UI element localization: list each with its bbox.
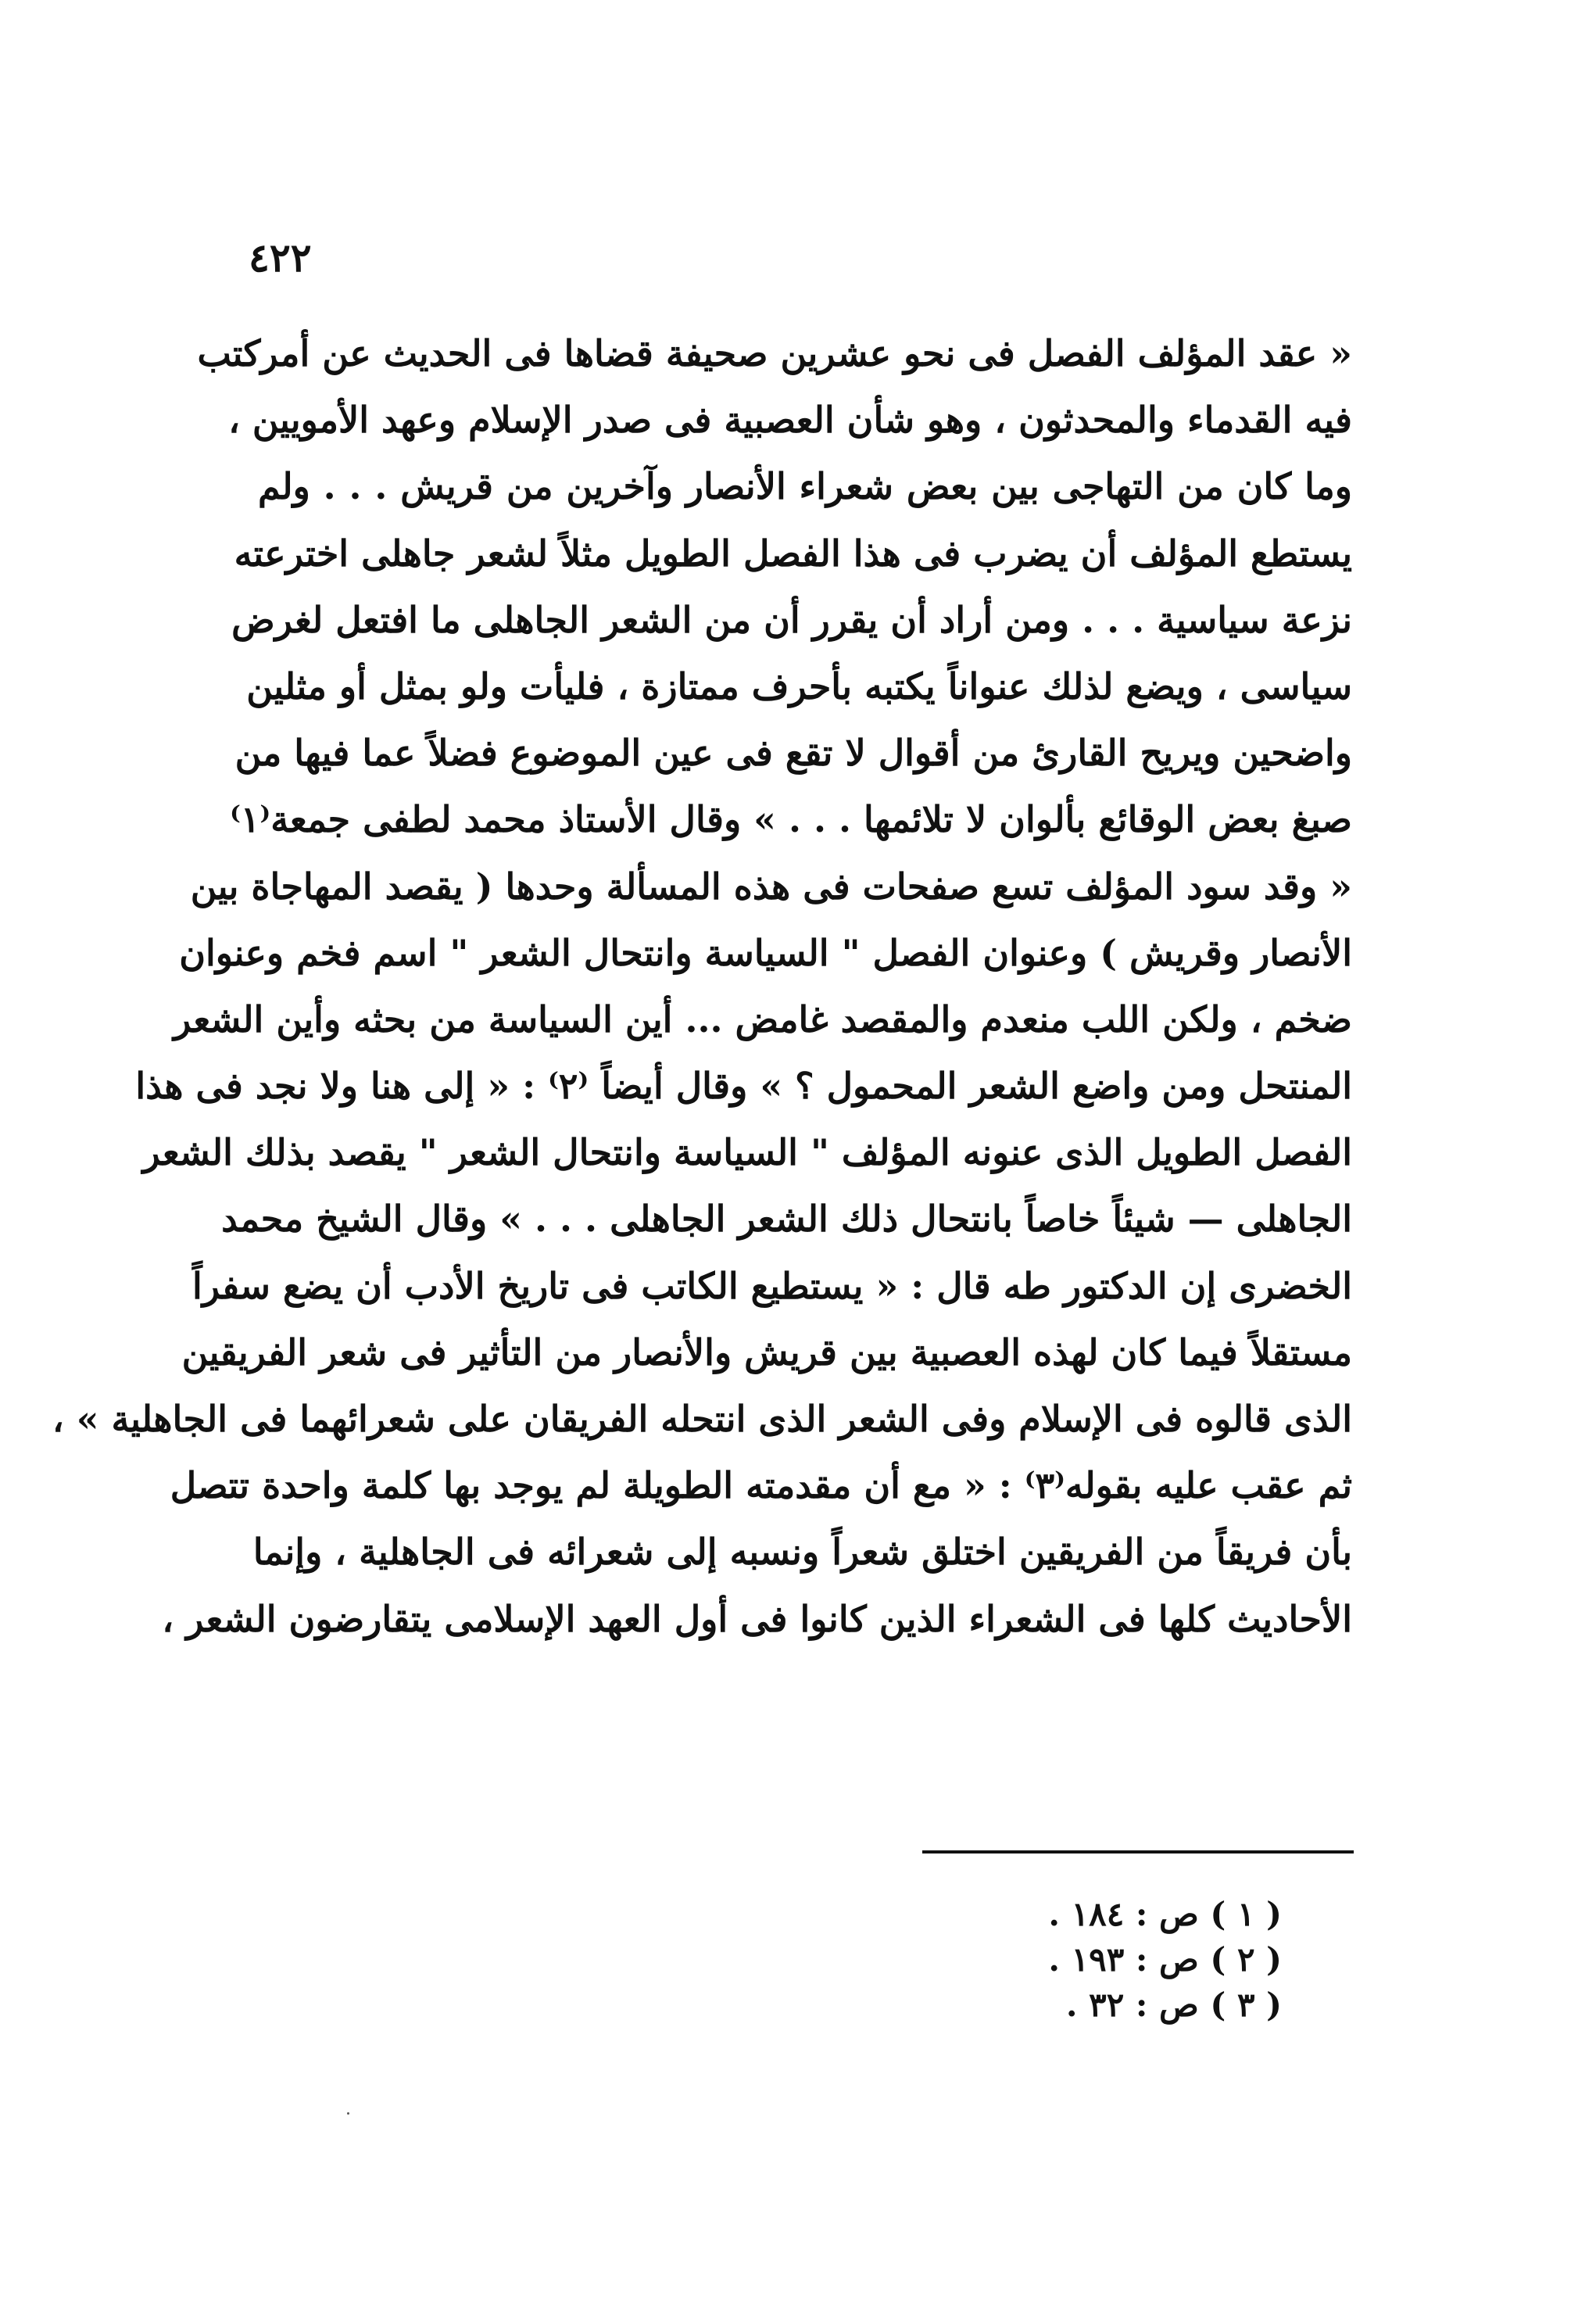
text-line: الجاهلى — شيئاً خاصاً بانتحال ذلك الشعر الجاهلى . . . » وقال الشيخ محمد	[221, 1198, 1352, 1241]
page-number: ٤٢٢	[249, 235, 312, 281]
text-line: يستطع المؤلف أن يضرب فى هذا الفصل الطويل مثلاً لشعر جاهلى اخترعته	[234, 532, 1352, 575]
footnote-divider	[922, 1850, 1354, 1854]
footnote-3: ( ٣ ) ص : ٣٢ .	[1065, 1986, 1282, 2024]
scan-speck	[347, 2112, 349, 2115]
text-line: نزعة سياسية . . . ومن أراد أن يقرر أن من الشعر الجاهلى ما افتعل لغرض	[231, 598, 1352, 641]
text-line: ضخم ، ولكن اللب منعدم والمقصد غامض ... أين السياسة من بحثه وأين الشعر	[173, 997, 1352, 1040]
text-line: المنتحل ومن واضع الشعر المحمول ؟ » وقال أيضاً ⁽٢⁾ : « إلى هنا ولا نجد فى هذا	[135, 1065, 1352, 1108]
footnote-1: ( ١ ) ص : ١٨٤ .	[1048, 1895, 1282, 1933]
text-line: « وقد سود المؤلف تسع صفحات فى هذه المسألة وحدها ( يقصد المهاجاة بين	[190, 865, 1352, 908]
footnote-2: ( ٢ ) ص : ١٩٣ .	[1048, 1940, 1282, 1979]
text-line: صبغ بعض الوقائع بألوان لا تلائمها . . . » وقال الأستاذ محمد لطفى جمعة⁽١⁾	[230, 798, 1352, 841]
text-line: فيه القدماء والمحدثون ، وهو شأن العصبية فى صدر الإسلام وعهد الأمويين ،	[228, 399, 1352, 442]
text-line: الخضرى إن الدكتور طه قال : « يستطيع الكاتب فى تاريخ الأدب أن يضع سفراً	[191, 1264, 1352, 1307]
text-line: الذى قالوه فى الإسلام وفى الشعر الذى انتحله الفريقان على شعرائهما فى الجاهلية » ،	[52, 1398, 1352, 1440]
text-line: الأنصار وقريش ) وعنوان الفصل " السياسة وانتحال الشعر " اسم فخم وعنوان	[179, 931, 1352, 974]
text-line: الفصل الطويل الذى عنونه المؤلف " السياسة وانتحال الشعر " يقصد بذلك الشعر	[142, 1131, 1352, 1174]
text-line: سياسى ، ويضع لذلك عنواناً يكتبه بأحرف ممتازة ، فليأت ولو بمثل أو مثلين	[246, 664, 1352, 707]
text-line: واضحين ويريح القارئ من أقوال لا تقع فى عين الموضوع فضلاً عما فيها من	[234, 732, 1352, 775]
text-line: مستقلاً فيما كان لهذه العصبية بين قريش والأنصار من التأثير فى شعر الفريقين	[181, 1331, 1352, 1374]
text-line: وما كان من التهاجى بين بعض شعراء الأنصار وآخرين من قريش . . . ولم	[258, 465, 1352, 508]
body-text	[52, 321, 1352, 1653]
text-line: « عقد المؤلف الفصل فى نحو عشرين صحيفة قضاها فى الحديث عن أمركتب	[197, 332, 1352, 374]
text-line: ثم عقب عليه بقوله⁽٣⁾ : « مع أن مقدمته الطويلة لم يوجد بها كلمة واحدة تتصل	[170, 1464, 1352, 1507]
text-line: بأن فريقاً من الفريقين اختلق شعراً ونسبه إلى شعرائه فى الجاهلية ، وإنما	[252, 1531, 1352, 1574]
text-line: الأحاديث كلها فى الشعراء الذين كانوا فى أول العهد الإسلامى يتقارضون الشعر ،	[162, 1597, 1352, 1640]
footnotes	[938, 1892, 1282, 2028]
